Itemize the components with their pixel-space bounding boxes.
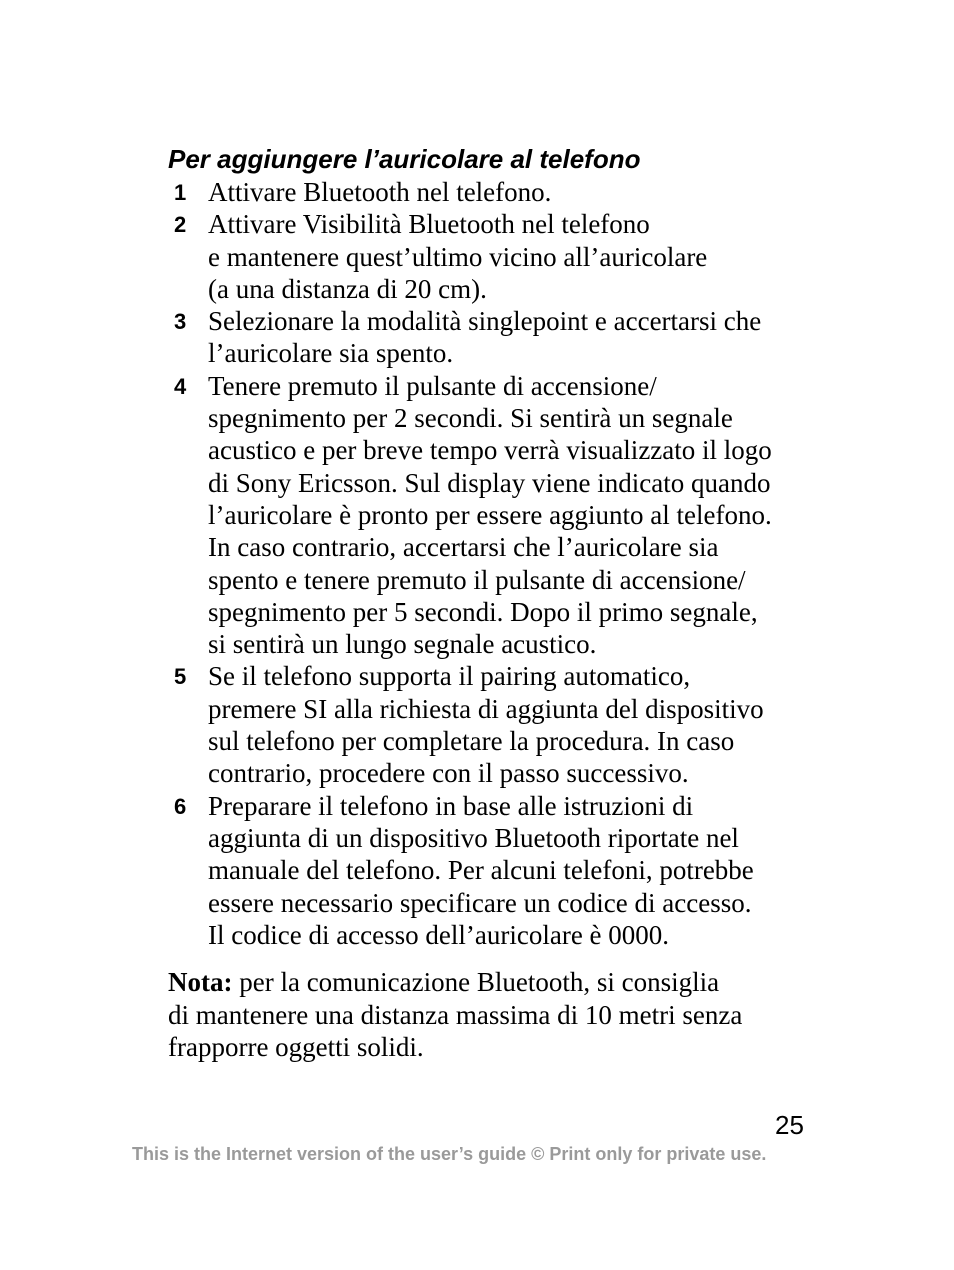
- step-text-line: l’auricolare sia spento.: [208, 338, 454, 369]
- step-text-line: In caso contrario, accertarsi che l’auricolare sia: [208, 532, 719, 563]
- step-item: [168, 305, 828, 370]
- note-line: di mantenere una distanza massima di 10 metri senza: [168, 999, 743, 1030]
- step-text-line: acustico e per breve tempo verrà visualizzato il logo: [208, 435, 772, 466]
- step-text-line: e mantenere quest’ultimo vicino all’auricolare: [208, 241, 708, 272]
- footer-notice: This is the Internet version of the user’s guide © Print only for private use.: [132, 1144, 767, 1164]
- step-text-line: Attivare Visibilità Bluetooth nel telefono: [208, 209, 650, 240]
- step-text-line: spegnimento per 2 secondi. Si sentirà un segnale: [208, 403, 733, 434]
- step-text-line: spento e tenere premuto il pulsante di accensione/: [208, 564, 746, 595]
- step-text-line: aggiunta di un dispositivo Bluetooth riportate nel: [208, 822, 739, 853]
- step-number: 5: [174, 664, 187, 690]
- step-number: 2: [174, 212, 187, 238]
- step-number: 4: [174, 373, 187, 399]
- step-text-line: spegnimento per 5 secondi. Dopo il primo segnale,: [208, 596, 758, 627]
- step-text-line: Attivare Bluetooth nel telefono.: [208, 177, 552, 207]
- page-number: 25: [775, 1110, 804, 1140]
- step-item: [168, 370, 828, 661]
- section-title: Per aggiungere l’auricolare al telefono: [168, 144, 641, 174]
- step-text-line: Preparare il telefono in base alle istruzioni di: [208, 790, 694, 821]
- note-line: frapporre oggetti solidi.: [168, 1032, 424, 1062]
- step-text-line: l’auricolare è pronto per essere aggiunto al telefono.: [208, 499, 772, 530]
- step-item: [168, 208, 828, 305]
- step-text-line: Il codice di accesso dell’auricolare è 0000.: [208, 919, 670, 950]
- step-text-line: di Sony Ericsson. Sul display viene indicato quando: [208, 467, 771, 498]
- step-text-line: Selezionare la modalità singlepoint e accertarsi che: [208, 306, 762, 337]
- note-paragraph: [168, 966, 828, 1064]
- step-text-line: sul telefono per completare la procedura. In caso: [208, 726, 735, 757]
- note-text: per la comunicazione Bluetooth, si consiglia: [232, 967, 720, 997]
- step-text-line: manuale del telefono. Per alcuni telefoni, potrebbe: [208, 855, 754, 886]
- note-label: Nota:: [168, 967, 233, 997]
- step-text-line: premere SI alla richiesta di aggiunta del dispositivo: [208, 693, 764, 724]
- step-item: [168, 176, 828, 208]
- step-text-line: contrario, procedere con il passo successivo.: [208, 758, 689, 789]
- step-item: [168, 660, 828, 789]
- step-text-line: si sentirà un lungo segnale acustico.: [208, 629, 597, 660]
- note-line: [168, 966, 828, 999]
- step-number: 6: [174, 793, 187, 819]
- step-item: [168, 790, 828, 951]
- step-number: 1: [174, 180, 187, 205]
- steps-list: [168, 176, 828, 951]
- step-text-line: Tenere premuto il pulsante di accensione/: [208, 370, 657, 401]
- step-text-line: Se il telefono supporta il pairing automatico,: [208, 661, 691, 692]
- step-number: 3: [174, 309, 187, 335]
- step-text-line: (a una distanza di 20 cm).: [208, 273, 487, 304]
- step-text-line: essere necessario specificare un codice di accesso.: [208, 887, 752, 918]
